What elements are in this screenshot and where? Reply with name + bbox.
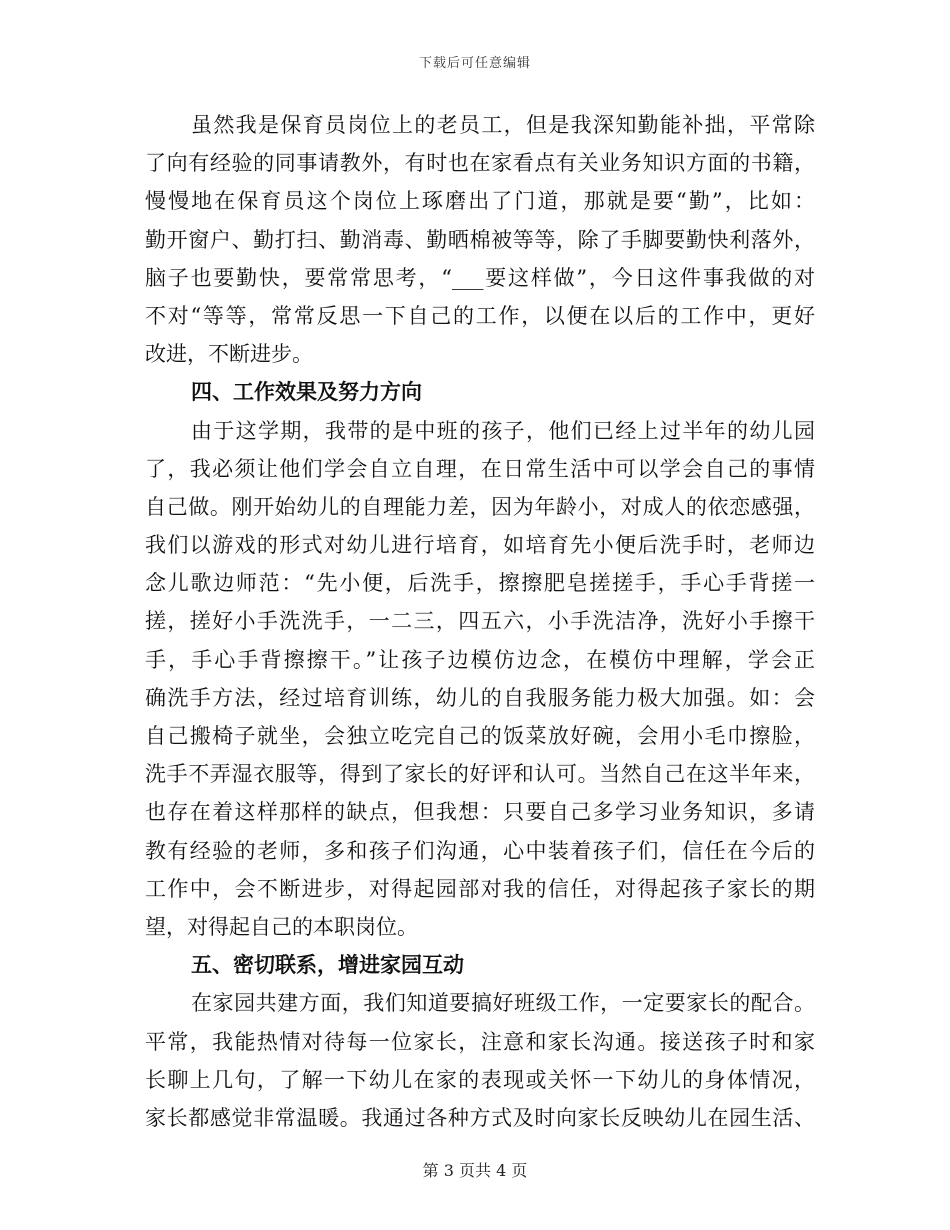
- text-line: 教有经验的老师，多和孩子们沟通，心中装着孩子们，信任在今后的: [145, 838, 815, 863]
- text-line: 了，我必须让他们学会自立自理，在日常生活中可以学会自己的事情: [145, 456, 815, 481]
- section-heading: 四、工作效果及努力方向: [191, 379, 422, 405]
- text-line: 手，手心手背擦擦干。”让孩子边模仿边念，在模仿中理解，学会正: [145, 647, 815, 672]
- text-line: 了向有经验的同事请教外，有时也在家看点有关业务知识方面的书籍，: [145, 151, 815, 176]
- text-line: 长聊上几句，了解一下幼儿在家的表现或关怀一下幼儿的身体情况，: [145, 1067, 815, 1092]
- text-line: 不对“等等，常常反思一下自己的工作，以便在以后的工作中，更好: [145, 303, 815, 328]
- document-body: [145, 106, 815, 1137]
- text-line: 自己做。刚开始幼儿的自理能力差，因为年龄小，对成人的依恋感强，: [145, 494, 815, 519]
- page-footer: 第 3 页共 4 页: [422, 1161, 528, 1180]
- text-line: 改进，不断进步。: [145, 342, 313, 367]
- text-line: 家长都感觉非常温暖。我通过各种方式及时向家长反映幼儿在园生活、: [145, 1105, 815, 1130]
- text-line: 在家园共建方面，我们知道要搞好班级工作，一定要家长的配合。: [191, 991, 815, 1016]
- page-header: 下载后可任意编辑: [418, 56, 531, 71]
- text-line: 虽然我是保育员岗位上的老员工，但是我深知勤能补拙，平常除: [191, 113, 815, 137]
- text-line: 确洗手方法，经过培育训练，幼儿的自我服务能力极大加强。如：会: [145, 685, 815, 710]
- text-line: 搓，搓好小手洗洗手，一二三，四五六，小手洗洁净，洗好小手擦干: [145, 609, 815, 634]
- text-line: 我们以游戏的形式对幼儿进行培育，如培育先小便后洗手时，老师边: [145, 533, 815, 558]
- text-line: 慢慢地在保育员这个岗位上琢磨出了门道，那就是要“勤”，比如：: [145, 189, 815, 214]
- text-line: 洗手不弄湿衣服等，得到了家长的好评和认可。当然自己在这半年来，: [145, 762, 815, 787]
- text-line: 工作中，会不断进步，对得起园部对我的信任，对得起孩子家长的期: [145, 876, 815, 901]
- text-line: 也存在着这样那样的缺点，但我想：只要自己多学习业务知识，多请: [145, 800, 815, 825]
- text-line: 念儿歌边师范：“先小便，后洗手，擦擦肥皂搓搓手，手心手背搓一: [145, 571, 815, 596]
- text-line: 平常，我能热情对待每一位家长，注意和家长沟通。接送孩子时和家: [145, 1029, 815, 1054]
- text-line: 自己搬椅子就坐，会独立吃完自己的饭菜放好碗，会用小毛巾擦脸，: [145, 724, 815, 748]
- text-line: 由于这学期，我带的是中班的孩子，他们已经上过半年的幼儿园: [191, 418, 815, 443]
- text-line: 勤开窗户、勤打扫、勤消毒、勤晒棉被等等，除了手脚要勤快利落外，: [145, 227, 815, 252]
- text-line: 望，对得起自己的本职岗位。: [145, 914, 418, 939]
- section-heading: 五、密切联系，增进家园互动: [191, 952, 464, 978]
- text-line: 脑子也要勤快，要常常思考，“___要这样做”，今日这件事我做的对: [145, 265, 815, 290]
